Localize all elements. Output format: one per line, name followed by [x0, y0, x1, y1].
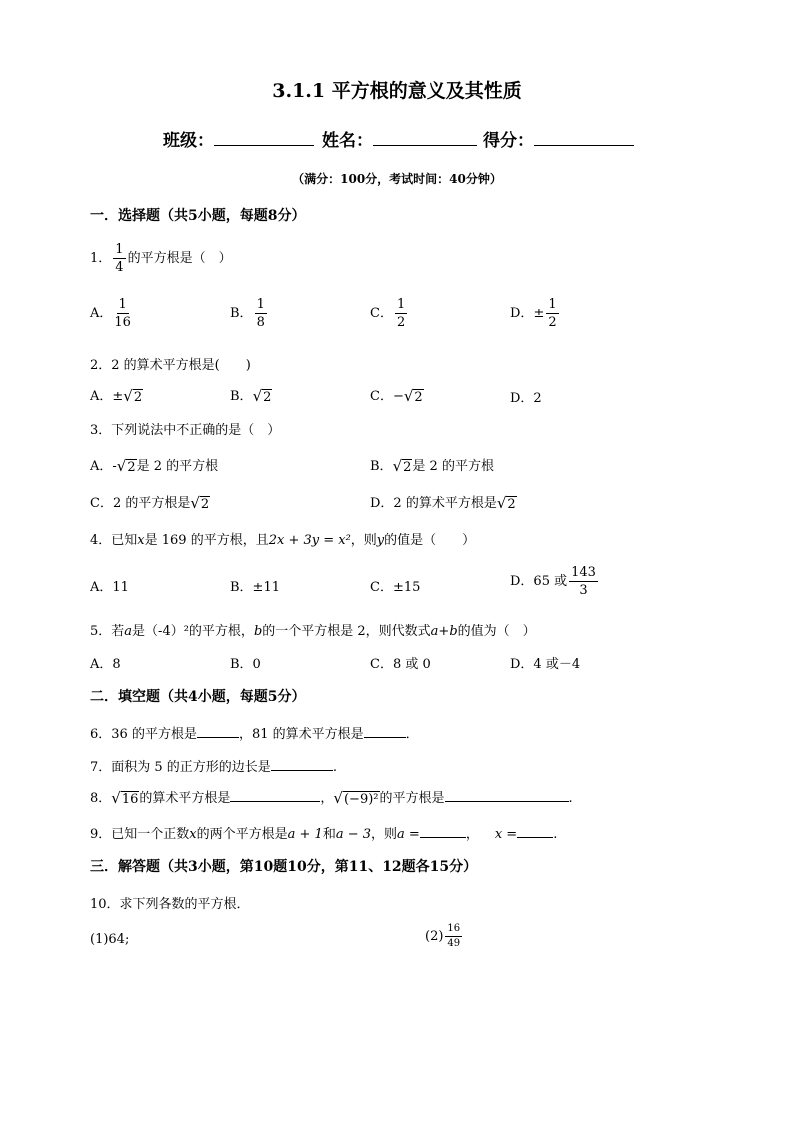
minus-sign: − [392, 389, 404, 404]
question-text: 的值是（ ） [384, 533, 476, 548]
q2-option-a[interactable] [90, 385, 143, 404]
sqrt-expression: √ (−9)² [333, 789, 379, 807]
q3-option-d[interactable] [370, 492, 517, 511]
option-label: B． [370, 459, 393, 474]
option-label: C． [370, 306, 393, 321]
name-blank[interactable] [373, 129, 477, 146]
radicand: 2 [414, 390, 423, 405]
score-field [483, 126, 634, 151]
question-9 [90, 823, 557, 842]
question-7 [90, 756, 337, 775]
denominator: 8 [256, 315, 265, 330]
question-text: 7．面积为 5 的正方形的边长是 [90, 760, 271, 775]
q2-option-c[interactable] [370, 385, 424, 404]
question-text: 和 [322, 827, 336, 842]
q5-option-c[interactable]: C．8 或 0 [370, 657, 431, 672]
question-text: 是（-4）²的平方根， [132, 624, 254, 639]
q5-option-a[interactable]: A．8 [90, 657, 121, 672]
radicand: 2 [127, 460, 136, 475]
q1-option-d[interactable] [510, 298, 561, 329]
question-text: 的值为（ ） [457, 624, 536, 639]
question-text: ， [320, 791, 334, 806]
question-text: . [568, 791, 573, 806]
name-label: 姓名： [322, 131, 373, 151]
denominator: 3 [579, 583, 588, 598]
option-label: B． [230, 306, 253, 321]
equation: 2x + 3y = x² [268, 533, 351, 548]
q4-option-c[interactable]: C．±15 [370, 580, 421, 595]
fraction [395, 298, 407, 329]
expression: a + 1 [287, 827, 323, 842]
numerator: 1 [118, 297, 127, 312]
question-text: 6．36 的平方根是 [90, 727, 197, 742]
radicand: (−9)² [343, 792, 379, 807]
sqrt-expression: √ 2 [252, 387, 272, 405]
radicand: 2 [403, 460, 412, 475]
minus-sign: - [112, 459, 117, 474]
sqrt-expression: √ 2 [190, 494, 210, 512]
q3-option-a[interactable] [90, 455, 218, 474]
question-1 [90, 243, 232, 274]
option-label: A． [90, 389, 113, 404]
name-field [322, 126, 477, 151]
class-label: 班级： [163, 131, 214, 151]
numerator: 1 [396, 297, 406, 312]
q1-option-c[interactable] [370, 298, 409, 329]
q1-option-b[interactable] [230, 298, 269, 329]
denominator: 2 [548, 315, 557, 330]
answer-blank[interactable] [445, 789, 569, 802]
question-text: ，则 [350, 533, 377, 548]
question-text: ，则 [371, 827, 398, 842]
denominator: 4 [115, 260, 124, 275]
page-title: 3.1.1 平方根的意义及其性质 [272, 80, 522, 102]
numerator: 1 [548, 297, 557, 312]
question-text: 5．若 [90, 624, 125, 639]
option-text: D．65 或 [510, 574, 568, 589]
numerator: 1 [115, 242, 124, 257]
q2-option-b[interactable] [230, 385, 272, 404]
sqrt-expression: √ 2 [403, 387, 423, 405]
radicand: 2 [507, 497, 516, 512]
question-4 [90, 529, 475, 548]
numerator: 1 [256, 297, 265, 312]
q3-option-b[interactable] [370, 455, 494, 474]
question-text: 是 169 的平方根，且 [144, 533, 269, 548]
fraction [113, 243, 125, 274]
option-label: C． [370, 389, 393, 404]
option-label: B． [230, 389, 253, 404]
question-number: 1． [90, 251, 112, 266]
question-text: 的两个平方根是 [196, 827, 288, 842]
variable-a: a [124, 624, 133, 639]
radicand: 2 [263, 390, 272, 405]
radicand: 2 [200, 497, 210, 512]
plus-minus-sign: ± [533, 306, 545, 321]
variable-y: y [376, 533, 385, 548]
score-label: 得分： [483, 131, 534, 151]
q5-option-b[interactable]: B．0 [230, 657, 261, 672]
numerator: 16 [445, 924, 462, 937]
question-6 [90, 723, 419, 742]
part-label: (2) [425, 929, 444, 944]
question-text: 的算术平方根是 [139, 791, 231, 806]
q2-option-d[interactable]: D．2 [510, 391, 542, 406]
variable-x: x [189, 827, 197, 842]
radicand: 16 [121, 792, 139, 807]
fraction [255, 298, 267, 329]
fraction [114, 298, 131, 329]
answer-blank[interactable] [364, 725, 406, 738]
sqrt-expression: √ 2 [116, 457, 136, 475]
denominator: 2 [396, 315, 406, 330]
question-8 [90, 787, 573, 806]
option-text: 是 2 的平方根 [412, 459, 494, 474]
question-text: 9．已知一个正数 [90, 827, 190, 842]
q4-option-a[interactable]: A．11 [90, 580, 129, 595]
expression: x = [494, 827, 518, 842]
question-text: . [553, 827, 558, 842]
class-field [163, 126, 314, 151]
expression: a+b [430, 624, 458, 639]
score-blank[interactable] [534, 129, 634, 146]
question-text: 的平方根是（ ） [127, 251, 232, 266]
denominator: 49 [447, 938, 461, 949]
fraction [445, 924, 462, 949]
question-text: 4．已知 [90, 533, 138, 548]
q3-option-c[interactable] [90, 492, 210, 511]
exam-note: （满分：100分，考试时间：40分钟） [292, 172, 502, 186]
answer-blank[interactable] [197, 725, 239, 738]
fraction [569, 566, 598, 597]
option-text: D．2 的算术平方根是 [370, 496, 497, 511]
variable-b: b [253, 624, 263, 639]
variable-x: x [137, 533, 145, 548]
denominator: 16 [114, 315, 131, 330]
option-label: A． [90, 306, 113, 321]
plus-minus-sign: ± [112, 389, 124, 404]
section-heading-fill: 二．填空题（共4小题，每题5分） [90, 689, 306, 705]
question-text: ． [405, 727, 419, 742]
question-text: ，81 的算术平方根是 [238, 727, 364, 742]
sqrt-expression: √ 2 [123, 387, 143, 405]
q4-option-d[interactable] [510, 566, 600, 597]
radicand: 2 [133, 390, 143, 405]
sqrt-expression: √ 2 [392, 457, 412, 475]
section-heading-choice: 一．选择题（共5小题，每题8分） [90, 208, 306, 224]
sqrt-expression: √ 16 [111, 789, 139, 807]
q5-option-d[interactable]: D．4 或－4 [510, 657, 581, 672]
fraction [546, 298, 558, 329]
question-number: 8． [90, 791, 112, 806]
numerator: 143 [571, 565, 596, 580]
q1-option-a[interactable] [90, 298, 133, 329]
q10-part-2 [425, 924, 464, 949]
question-3: 3．下列说法中不正确的是（ ） [90, 423, 281, 438]
q10-part-1: (1)64; [90, 932, 130, 947]
answer-blank[interactable] [420, 825, 466, 838]
sqrt-expression: √ 2 [496, 494, 516, 512]
expression: a − 3 [335, 827, 372, 842]
option-label: D． [510, 306, 534, 321]
question-text: 的一个平方根是 2，则代数式 [262, 624, 431, 639]
q4-option-b[interactable]: B．±11 [230, 580, 280, 595]
class-blank[interactable] [214, 129, 314, 146]
option-text: C．2 的平方根是 [90, 496, 191, 511]
answer-blank[interactable] [517, 825, 553, 838]
answer-blank[interactable] [230, 789, 320, 802]
answer-blank[interactable] [271, 758, 333, 771]
question-text: ， [465, 827, 479, 842]
section-heading-solve: 三．解答题（共3小题，第10题10分，第11、12题各15分） [90, 859, 478, 875]
question-text: 的平方根是 [379, 791, 445, 806]
question-10: 10．求下列各数的平方根． [90, 897, 250, 912]
option-label: A． [90, 459, 113, 474]
option-text: 是 2 的平方根 [136, 459, 219, 474]
expression: a = [397, 827, 420, 842]
question-5 [90, 620, 536, 639]
question-2: 2．2 的算术平方根是( ) [90, 358, 251, 373]
question-text: . [332, 760, 337, 775]
